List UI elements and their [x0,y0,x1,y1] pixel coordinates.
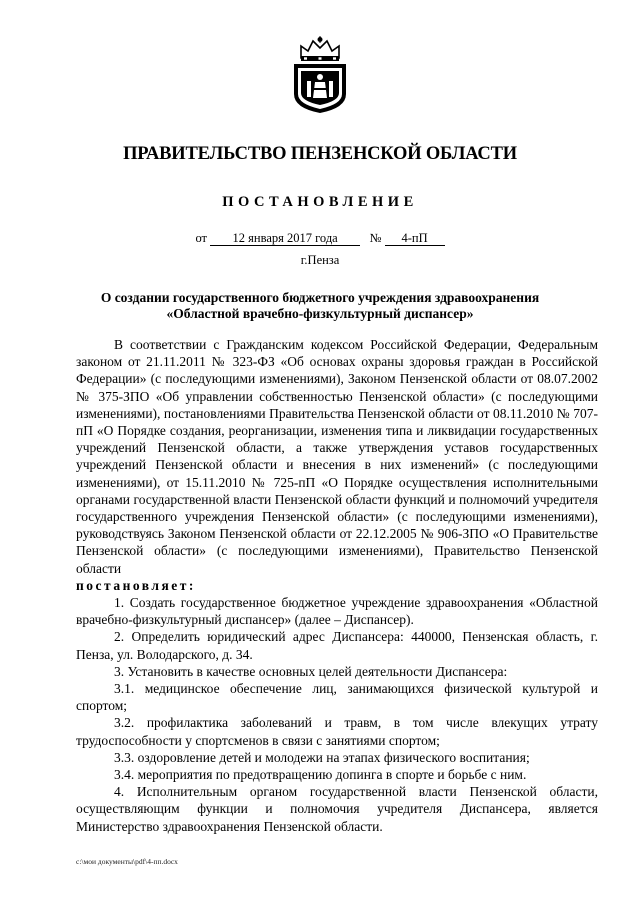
item-3-3: 3.3. оздоровление детей и молодежи на этапах физического воспитания; [114,749,530,765]
date-number-line [0,231,640,246]
number-prefix: № [369,231,382,245]
coat-of-arms-icon [291,36,349,114]
title-line-2: «Областной врачебно-физкультурный диспансер» [166,306,474,321]
document-number: 4-пП [385,231,445,246]
file-path-footer: c:\мои документы\pdf\4-пп.docx [76,857,178,866]
item-3-1: 3.1. медицинское обеспечение лиц, занимающихся физической культурой и спортом; [76,681,598,714]
document-body [76,336,598,835]
item-1: 1. Создать государственное бюджетное учреждение здравоохранения «Областной врачебно-физкультурный диспансер» (далее – Диспансер). [76,595,598,628]
item-3-4: 3.4. мероприятия по предотвращению допинга в спорте и борьбе с ним. [114,767,527,783]
item-3-2: 3.2. профилактика заболеваний и травм, в том числе влекущих утрату трудоспособности у спортсменов в связи с занятиями спортом; [76,715,598,748]
postanovlyaet-word: постановляет: [76,577,196,593]
document-date: 12 января 2017 года [210,231,360,246]
government-name: ПРАВИТЕЛЬСТВО ПЕНЗЕНСКОЙ ОБЛАСТИ [123,144,517,164]
city: г.Пенза [300,253,340,267]
intro-paragraph: В соответствии с Гражданским кодексом Российской Федерации, Федеральным законом от 21.11.2011 № 323-ФЗ «Об основах охраны здоровья граждан в Российской Федерации» (с последующими изменениями), Законом Пензенской области от 08.07.2002 № 375-ЗПО «Об управлении собственностью Пензенской области» (с последующими изменениями), постановлениями Правительства Пензенской области от 08.11.2010 № 707-пП «О Порядке создания, реорганизации, изменения типа и ликвидации государственных учреждений Пензенской области, а также утверждения уставов государственных учреждений Пензенской области и внесения в них изменений» (с последующими изменениями), от 15.11.2010 № 725-пП «О Порядке осуществления исполнительными органами государственной власти Пензенской области функций и полномочий учредителя государственного учреждения Пензенской области» (с последующими изменениями), руководствуясь Законом Пензенской области от 22.12.2005 № 906-ЗПО «О Правительстве Пензенской области» (с последующими изменениями), Правительство Пензенской области [76,337,598,576]
title-line-1: О создании государственного бюджетного учреждения здравоохранения [100,290,540,305]
date-prefix: от [195,231,207,245]
document-type: ПОСТАНОВЛЕНИЕ [222,194,418,210]
document-title [0,290,640,322]
item-4: 4. Исполнительным органом государственной власти Пензенской области, осуществляющим функции и полномочия учредителя Диспансера, является Министерство здравоохранения Пензенской области. [76,784,598,834]
item-2: 2. Определить юридический адрес Диспансера: 440000, Пензенская область, г. Пенза, ул. Володарского, д. 34. [76,629,598,662]
item-3: 3. Установить в качестве основных целей деятельности Диспансера: [114,663,508,679]
